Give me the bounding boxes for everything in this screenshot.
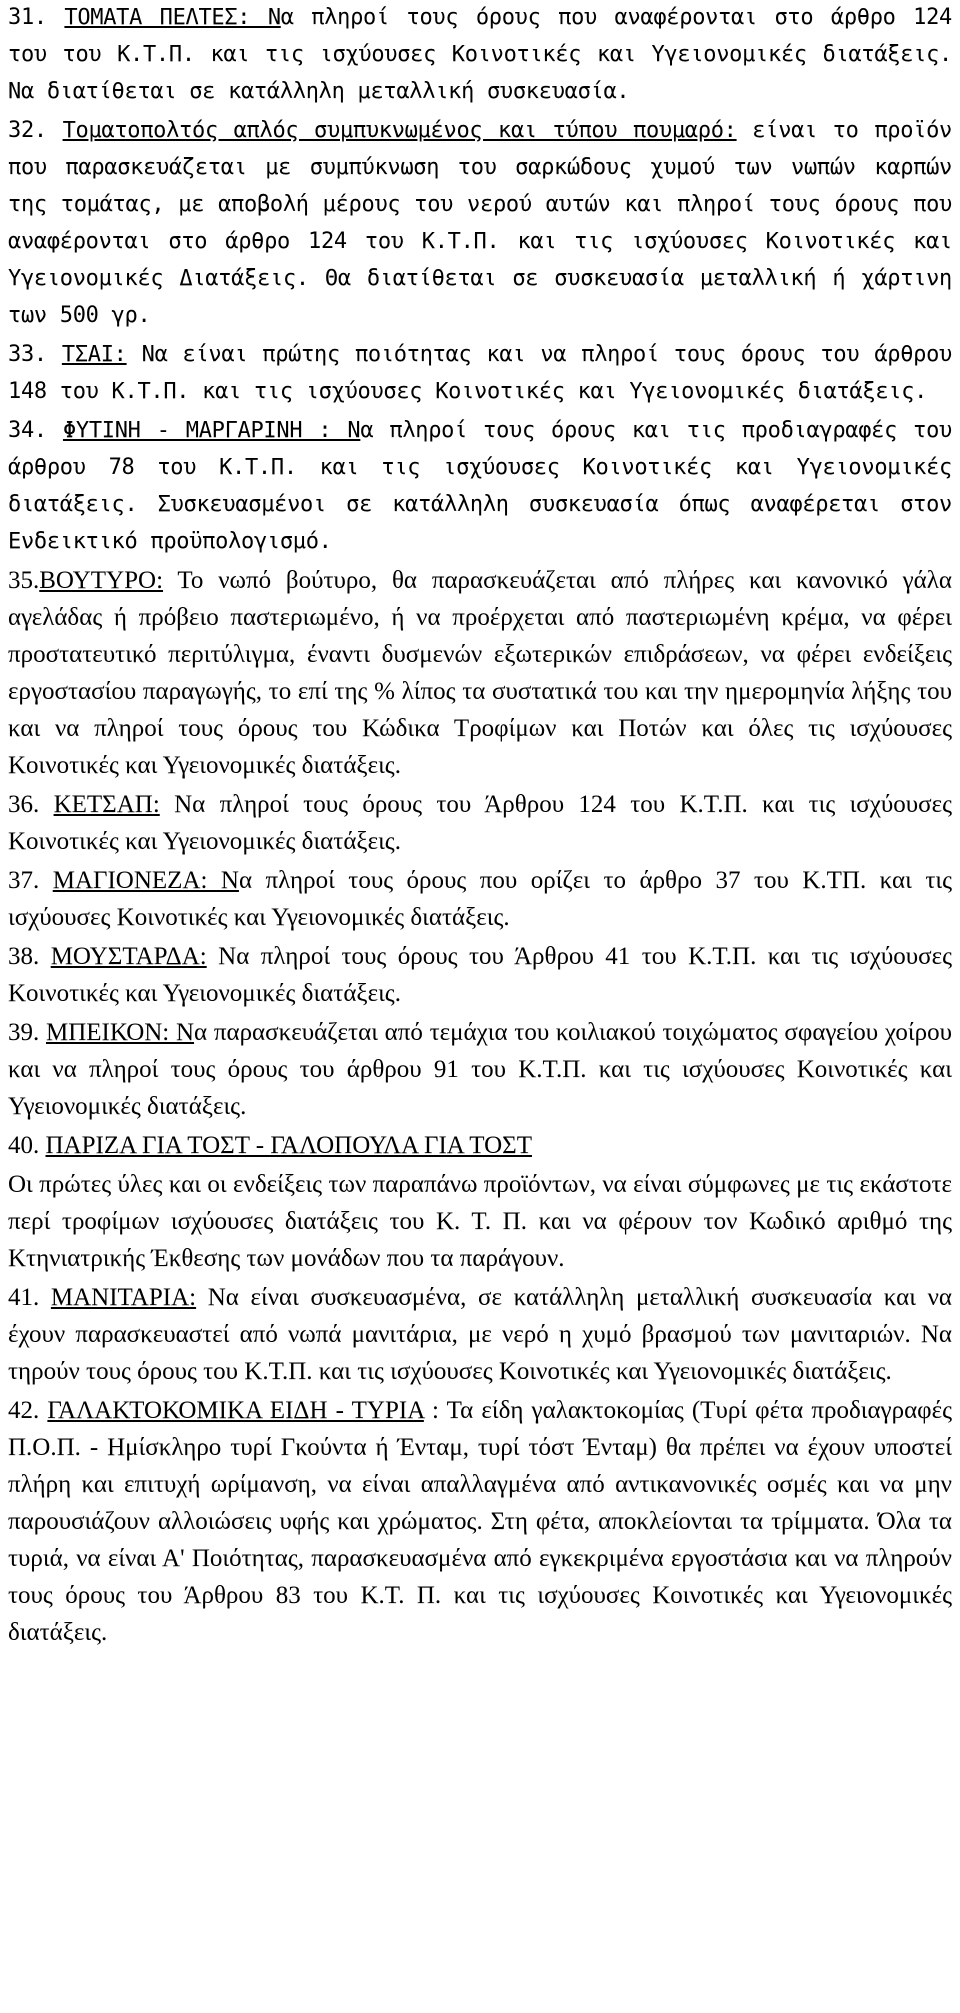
item-text: α παρασκευάζεται από τεμάχια του κοιλιακού τοιχώματος σφαγείου χοίρου και να πληροί τους όρους του άρθρου 91 του Κ.Τ.Π. και τις ισχύουσες Κοινοτικές και Υγειονομικές διατάξεις.	[8, 1019, 953, 1120]
item-text: α πληροί τους όρους που αναφέρονται στο άρθρο 124 του του Κ.Τ.Π. και τις ισχύουσες Κοινοτικές και Υγειονομικές διατάξεις. Να διατίθεται σε κατάλληλη μεταλλική συσκευασία.	[8, 5, 952, 104]
item-35	[8, 563, 952, 785]
item-text: Το νωπό βούτυρο, θα παρασκευάζεται από πλήρες και κανονικό γάλα αγελάδας ή πρόβειο παστεριωμένο, ή να προέρχεται από παστεριωμένη κρέμα, να φέρει προστατευτικό περιτύλιγμα, έναντι δυσμενών εξωτερικών επιδράσεων, να φέρει ενδείξεις εργοστασίου παραγωγής, το επί της % λίπος τα συστατικά του και την ημερομηνία λήξης του και να πληροί τους όρους του Κώδικα Τροφίμων και Ποτών και όλες τις ισχύουσες Κοινοτικές και Υγειονομικές διατάξεις.	[8, 567, 952, 779]
item-34	[8, 413, 952, 561]
item-40-heading	[8, 1128, 952, 1165]
item-number: 41.	[8, 1284, 40, 1311]
item-number: 35.	[8, 567, 40, 594]
item-text: α πληροί τους όρους που ορίζει το άρθρο 37 του Κ.ΤΠ. και τις ισχύουσες Κοινοτικές και Υγειονομικές διατάξεις.	[8, 867, 952, 931]
item-37	[8, 863, 952, 937]
item-text: Οι πρώτες ύλες και οι ενδείξεις των παραπάνω προϊόντων, να είναι σύμφωνες με τις εκάστοτε περί τροφίμων ισχύουσες διατάξεις του Κ. Τ. Π. και να φέρουν τον Κωδικό αριθμό της Κτηνιατρικής Έκθεσης των μονάδων που τα παράγουν.	[8, 1171, 952, 1272]
item-text: α πληροί τους όρους και τις προδιαγραφές του άρθρου 78 του Κ.Τ.Π. και τις ισχύουσες Κοινοτικές και Υγειονομικές διατάξεις. Συσκευασμένοι σε κατάλληλη συσκευασία όπως αναφέρεται στον Ενδεικτικό προϋπολογισμό.	[8, 418, 953, 554]
item-text: : Τα είδη γαλακτοκομίας (Τυρί φέτα προδιαγραφές Π.Ο.Π. - Ημίσκληρο τυρί Γκούντα ή Ένταμ, τυρί τόστ Ένταμ) θα πρέπει να έχουν υποστεί πλήρη και επιτυχή ωρίμανση, να είναι απαλλαγμένα από αντικανονικές οσμές και να μην παρουσιάζουν αλλοιώσεις υφής και χρώματος. Στη φέτα, αποκλείονται τα τρίμματα. Όλα τα τυριά, να είναι Α' Ποιότητας, παρασκευασμένα από εγκεκριμένα εργοστάσια και να πληρούν τους όρους του Άρθρου 83 του Κ.Τ. Π. και τις ισχύουσες Κοινοτικές και Υγειονομικές διατάξεις.	[8, 1397, 952, 1646]
item-number: 31.	[8, 5, 47, 30]
item-number: 33.	[8, 342, 47, 367]
item-32	[8, 113, 952, 335]
item-number: 37.	[8, 867, 40, 894]
item-title: ΜΟΥΣΤΑΡΔΑ:	[50, 943, 207, 970]
item-text: Να είναι συσκευασμένα, σε κατάλληλη μεταλλική συσκευασία και να έχουν παρασκευαστεί από νωπά μανιτάρια, με νερό η χυμό βρασμού των μανιταριών. Να τηρούν τους όρους του Κ.Τ.Π. και τις ισχύουσες Κοινοτικές και Υγειονομικές διατάξεις.	[8, 1284, 952, 1385]
item-number: 39.	[8, 1019, 40, 1046]
item-42	[8, 1393, 952, 1652]
item-text: Να πληροί τους όρους του Άρθρου 41 του Κ.Τ.Π. και τις ισχύουσες Κοινοτικές και Υγειονομικές διατάξεις.	[8, 943, 953, 1007]
item-text: είναι το προϊόν που παρασκευάζεται με συμπύκνωση του σαρκώδους χυμού των νωπών καρπών της τομάτας, με αποβολή μέρους του νερού αυτών και πληροί τους όρους που αναφέρονται στο άρθρο 124 του Κ.Τ.Π. και τις ισχύουσες Κοινοτικές και Υγειονομικές Διατάξεις. Θα διατίθεται σε συσκευασία μεταλλική ή χάρτινη των 500 γρ.	[8, 118, 953, 328]
item-39	[8, 1015, 952, 1126]
item-title: ΚΕΤΣΑΠ:	[53, 791, 160, 818]
item-text: Να πληροί τους όρους του Άρθρου 124 του Κ.Τ.Π. και τις ισχύουσες Κοινοτικές και Υγειονομικές διατάξεις.	[8, 791, 953, 855]
item-title: ΦΥΤΙΝΗ - ΜΑΡΓΑΡΙΝΗ : Ν	[62, 418, 361, 443]
item-text: Να είναι πρώτης ποιότητας και να πληροί τους όρους του άρθρου 148 του Κ.Τ.Π. και τις ισχύουσες Κοινοτικές και Υγειονομικές διατάξεις.	[8, 342, 952, 404]
item-title: ΜΑΝΙΤΑΡΙΑ:	[50, 1284, 197, 1311]
item-title: Τοματοπολτός απλός συμπυκνωμένος και τύπου πουμαρό:	[62, 118, 737, 143]
item-title: ΠΑΡΙΖΑ ΓΙΑ ΤΟΣΤ - ΓΑΛΟΠΟΥΛΑ ΓΙΑ ΤΟΣΤ	[45, 1132, 532, 1159]
item-40-body	[8, 1167, 952, 1278]
item-title: ΓΑΛΑΚΤΟΚΟΜΙΚΑ ΕΙΔΗ - ΤΥΡΙΑ	[47, 1397, 424, 1424]
item-33	[8, 337, 952, 411]
item-number: 34.	[8, 418, 47, 443]
item-title: ΜΑΓΙΟΝΕΖΑ: Ν	[52, 867, 239, 894]
item-title: ΤΣΑΙ:	[61, 342, 127, 367]
item-title: ΤΟΜΑΤΑ ΠΕΛΤΕΣ: Ν	[64, 5, 281, 30]
item-number: 42.	[8, 1397, 40, 1424]
item-number: 32.	[8, 118, 47, 143]
item-41	[8, 1280, 952, 1391]
item-38	[8, 939, 952, 1013]
item-number: 38.	[8, 943, 40, 970]
item-31	[8, 0, 952, 111]
item-title: ΜΠΕΙΚΟΝ: Ν	[45, 1019, 195, 1046]
item-number: 36.	[8, 791, 40, 818]
item-36	[8, 787, 952, 861]
item-number: 40.	[8, 1132, 40, 1159]
item-title: ΒΟΥΤΥΡΟ:	[39, 567, 164, 594]
